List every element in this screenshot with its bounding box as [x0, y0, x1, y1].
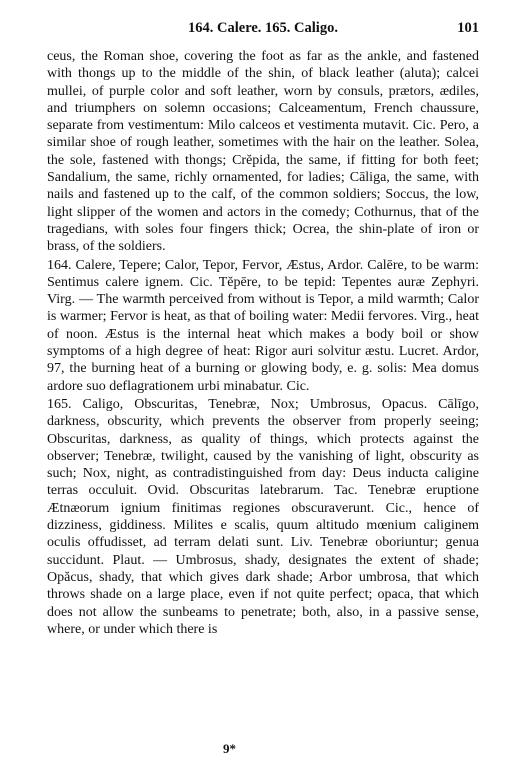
paragraph-165-caligo: 165. Caligo, Obscuritas, Tenebræ, Nox; Umbrosus, Opacus. Cālīgo, darkness, obscurity, which prevents the observer from properly seeing; Obscuritas, darkness, as quality of things, which protects against the observer; Tenebræ, twilight, caused by the vanishing of light, obscurity as such; Nox, night, as contradistinguished from day: Deus inducta caligine terras occuluit. Ovid. Obscuritas latebrarum. Tac. Tenebræ eruptione Ætnæorum ignium finitimas regiones obscuraverunt. Cic., hence of dizziness, giddiness. Milites e scalis, quum altitudo mœnium caliginem oculis offudisset, ad terram delati sunt. Liv. Tenebræ oboriuntur; genua succidunt. Plaut. — Umbrosus, shady, designates the extent of shade; Opăcus, shady, that which gives dark shade; Arbor umbrosa, that which throws shade on a large place, even if not quite perfect; opaca, that which does not allow the sunbeams to penetrate; both, also, in a passive sense, where, or under which there is	[47, 396, 479, 637]
running-header	[47, 20, 479, 40]
signature-mark: 9*	[223, 741, 236, 756]
book-page	[47, 20, 479, 638]
paragraph-164-calere: 164. Calere, Tepere; Calor, Tepor, Fervor, Æstus, Ardor. Calēre, to be warm: Sentimus calere ignem. Cic. Tĕpēre, to be tepid: Tepentes auræ Zephyri. Virg. — The warmth perceived from without is Tepor, a mild warmth; Calor is warmer; Fervor is heat, as that of boiling water: Medii fervores. Virg., heat of noon. Æstus is the internal heat which makes a body boil or show symptoms of a high degree of heat: Rigor auri solvitur æstu. Lucret. Ardor, 97, the burning heat of a burning or glowing body, e. g. solis: Mea domus ardore suo deflagrationem urbi minabatur. Cic.	[47, 257, 479, 394]
page-number: 101	[457, 20, 479, 36]
page-body	[47, 48, 479, 638]
paragraph-shoes-continued: ceus, the Roman shoe, covering the foot as far as the ankle, and fastened with thongs up to the middle of the shin, of black leather (aluta); calcei mullei, of purple color and soft leather, worn by consuls, prætors, ædiles, and triumphers on solemn occasions; Calceamentum, French chaussure, separate from vestimentum: Milo calceos et vestimenta mutavit. Cic. Pero, a similar shoe of rough leather, sometimes with the hair on the leather. Solea, the sole, fastened with thongs; Crĕpida, the same, if fitting for both feet; Sandalium, the same, richly ornamented, for ladies; Cāliga, the same, with nails and fastened up to the calf, of the common soldiers; Soccus, the low, light slipper of the women and actors in the comedy; Cothurnus, that of the tragedians, with soles four fingers thick; Ocrea, the shin-plate of iron or brass, of the soldiers.	[47, 49, 479, 255]
running-title: 164. Calere. 165. Caligo.	[188, 20, 338, 36]
